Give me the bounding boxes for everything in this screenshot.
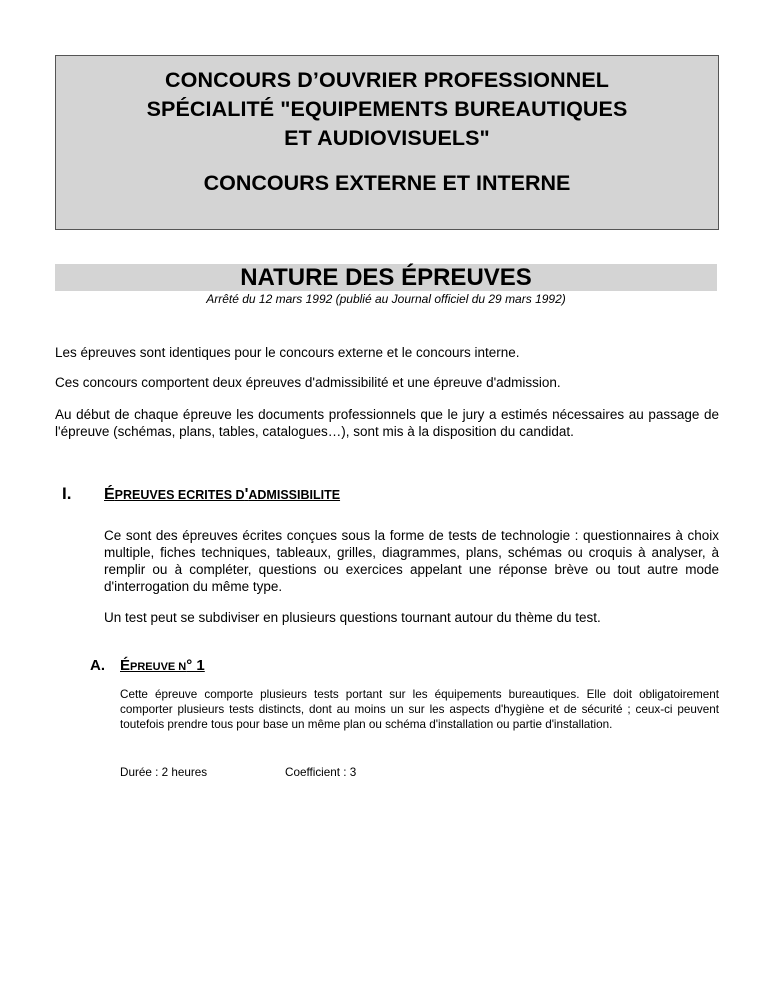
subsection-a-title: ÉPREUVE N° 1 <box>120 657 205 674</box>
exam-details <box>120 765 356 780</box>
section-1-paragraph-1: Ce sont des épreuves écrites conçues sous la forme de tests de technologie : questionnaires à choix multiple, fiches techniques, tableaux, grilles, diagrammes, plans, schémas ou croquis à analyser, à remplir ou à compléter, questions ou exercices appelant une réponse brève ou tout autre mode d'interrogation du même type. <box>104 528 719 594</box>
coefficient-text: Coefficient : 3 <box>285 766 357 779</box>
intro-paragraph-1: Les épreuves sont identiques pour le concours externe et le concours interne. <box>55 345 520 360</box>
section-1-number: I. <box>62 484 72 503</box>
title-line-3: ET AUDIOVISUELS" <box>284 126 490 150</box>
subsection-a-heading <box>90 656 205 677</box>
intro-paragraph-2: Ces concours comportent deux épreuves d'admissibilité et une épreuve d'admission. <box>55 375 561 390</box>
intro-paragraph-3: Au début de chaque épreuve les documents professionnels que le jury a estimés nécessaires au passage de l'épreuve (schémas, plans, tables, catalogues…), sont mis à la disposition du candidat. <box>55 407 719 439</box>
subtitle: CONCOURS EXTERNE ET INTERNE <box>203 171 571 195</box>
subsection-a-paragraph: Cette épreuve comporte plusieurs tests portant sur les équipements bureautiques. Elle doit obligatoirement comporter plusieurs tests distincts, dont au moins un sur les aspects d'hygiène et de sécurité ; ceux-ci peuvent toutefois prendre tous pour base un même plan ou schéma d'installation ou partie d'installation. <box>120 688 719 731</box>
section-1-title: ÉPREUVES ECRITES D'ADMISSIBILITE <box>104 486 341 503</box>
title-box <box>55 55 719 230</box>
subsection-a-number: A. <box>90 657 105 674</box>
title-line-2: SPÉCIALITÉ "EQUIPEMENTS BUREAUTIQUES <box>146 97 628 121</box>
section-1-paragraph-2: Un test peut se subdiviser en plusieurs questions tournant autour du thème du test. <box>104 610 601 625</box>
section-heading-nature: NATURE DES ÉPREUVES <box>55 264 717 291</box>
duration-text: Durée : 2 heures <box>120 766 208 779</box>
arrete-reference: Arrêté du 12 mars 1992 (publié au Journal officiel du 29 mars 1992) <box>206 292 566 306</box>
title-line-1: CONCOURS D’OUVRIER PROFESSIONNEL <box>165 68 609 92</box>
section-1-heading <box>62 483 340 506</box>
